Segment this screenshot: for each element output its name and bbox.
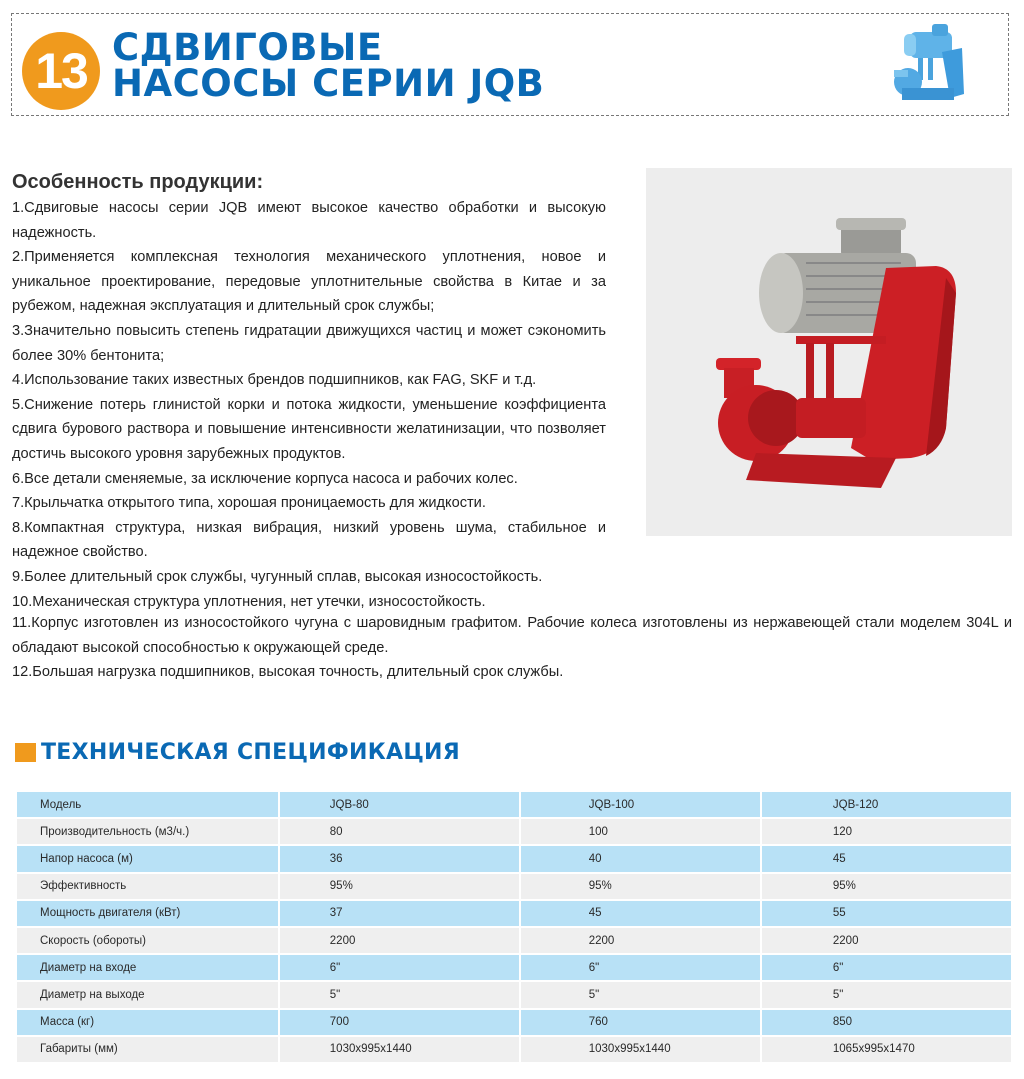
cell-jqb-120: JQB-120 bbox=[762, 792, 1011, 819]
cell-jqb-100: 2200 bbox=[521, 928, 760, 955]
feature-item: 2.Применяется комплексная технология механического уплотнения, новое и уникальное проектирование, передовые уплотнительные свойства в Китае и за рубежом, надежная эксплуатация и длительный срок службы; bbox=[12, 249, 606, 315]
feature-item: 7.Крыльчатка открытого типа, хорошая проницаемость для жидкости. bbox=[12, 495, 486, 512]
spec-title: ТЕХНИЧЕСКАЯ СПЕЦИФИКАЦИЯ bbox=[41, 740, 460, 765]
feature-item: 11.Корпус изготовлен из износостойкого чугуна с шаровидным графитом. Рабочие колеса изготовлены из нержавеющей стали моделем 304L и обладают высокой способностью к окружающей среде. bbox=[12, 615, 1012, 656]
cell-jqb-120: 1065x995x1470 bbox=[762, 1037, 1011, 1064]
spec-table bbox=[15, 792, 1013, 1064]
features-list bbox=[12, 196, 606, 614]
cell-jqb-80: 36 bbox=[280, 846, 519, 873]
cell-jqb-80: 700 bbox=[280, 1010, 519, 1037]
feature-item: 12.Большая нагрузка подшипников, высокая точность, длительный срок службы. bbox=[12, 664, 564, 681]
feature-item: 5.Снижение потерь глинистой корки и потока жидкости, уменьшение коэффициента сдвига бурового раствора и повышение интенсивности желатинизации, что позволяет достичь высокого уровня зарубежных продуктов. bbox=[12, 396, 606, 462]
row-label: Масса (кг) bbox=[17, 1010, 278, 1037]
row-label: Мощность двигателя (кВт) bbox=[17, 901, 278, 928]
table-row bbox=[17, 819, 1011, 846]
cell-jqb-80: 95% bbox=[280, 874, 519, 901]
cell-jqb-80: 37 bbox=[280, 901, 519, 928]
cell-jqb-80: 6" bbox=[280, 955, 519, 982]
cell-jqb-80: JQB-80 bbox=[280, 792, 519, 819]
row-label: Диаметр на выходе bbox=[17, 982, 278, 1009]
row-label: Производительность (м3/ч.) bbox=[17, 819, 278, 846]
title-line-2: НАСОСЫ СЕРИИ JQB bbox=[112, 62, 545, 105]
table-row bbox=[17, 874, 1011, 901]
cell-jqb-100: 45 bbox=[521, 901, 760, 928]
table-row-model bbox=[17, 792, 1011, 819]
cell-jqb-100: 1030x995x1440 bbox=[521, 1037, 760, 1064]
row-label: Диаметр на входе bbox=[17, 955, 278, 982]
feature-item: 10.Механическая структура уплотнения, нет утечки, износостойкость. bbox=[12, 593, 486, 610]
feature-item: 3.Значительно повысить степень гидратации движущихся частиц и может сэкономить более 30% бентонита; bbox=[12, 322, 606, 364]
cell-jqb-100: 40 bbox=[521, 846, 760, 873]
feature-item: 9.Более длительный срок службы, чугунный сплав, высокая износостойкость. bbox=[12, 568, 543, 585]
feature-item: 8.Компактная структура, низкая вибрация, низкий уровень шума, стабильное и надежное свойство. bbox=[12, 519, 606, 561]
page-title bbox=[112, 26, 545, 105]
feature-item: 6.Все детали сменяемые, за исключение корпуса насоса и рабочих колес. bbox=[12, 470, 518, 487]
feature-item: 1.Сдвиговые насосы серии JQB имеют высокое качество обработки и высокую надежность. bbox=[12, 200, 606, 241]
table-row bbox=[17, 901, 1011, 928]
cell-jqb-120: 45 bbox=[762, 846, 1011, 873]
features-list-wide bbox=[12, 611, 1012, 685]
orange-square-icon bbox=[15, 743, 36, 762]
cell-jqb-100: 6" bbox=[521, 955, 760, 982]
table-row bbox=[17, 1010, 1011, 1037]
cell-jqb-80: 80 bbox=[280, 819, 519, 846]
cell-jqb-100: 100 bbox=[521, 819, 760, 846]
cell-jqb-120: 850 bbox=[762, 1010, 1011, 1037]
cell-jqb-120: 95% bbox=[762, 874, 1011, 901]
cell-jqb-80: 5" bbox=[280, 982, 519, 1009]
cell-jqb-80: 2200 bbox=[280, 928, 519, 955]
cell-jqb-120: 2200 bbox=[762, 928, 1011, 955]
row-label: Эффективность bbox=[17, 874, 278, 901]
cell-jqb-100: 95% bbox=[521, 874, 760, 901]
row-label: Модель bbox=[17, 792, 278, 819]
row-label: Скорость (обороты) bbox=[17, 928, 278, 955]
table-row bbox=[17, 955, 1011, 982]
cell-jqb-100: 760 bbox=[521, 1010, 760, 1037]
table-row bbox=[17, 928, 1011, 955]
spec-heading bbox=[15, 740, 460, 765]
table-row bbox=[17, 982, 1011, 1009]
cell-jqb-80: 1030x995x1440 bbox=[280, 1037, 519, 1064]
cell-jqb-100: 5" bbox=[521, 982, 760, 1009]
cell-jqb-120: 55 bbox=[762, 901, 1011, 928]
cell-jqb-120: 120 bbox=[762, 819, 1011, 846]
section-number-badge: 13 bbox=[22, 32, 100, 110]
cell-jqb-100: JQB-100 bbox=[521, 792, 760, 819]
cell-jqb-120: 5" bbox=[762, 982, 1011, 1009]
title-line-1: СДВИГОВЫЕ bbox=[112, 26, 383, 69]
table-row bbox=[17, 846, 1011, 873]
features-heading: Особенность продукции: bbox=[12, 171, 264, 193]
row-label: Габариты (мм) bbox=[17, 1037, 278, 1064]
pump-thumbnail-icon bbox=[880, 18, 975, 108]
feature-item: 4.Использование таких известных брендов подшипников, как FAG, SKF и т.д. bbox=[12, 372, 537, 389]
table-row bbox=[17, 1037, 1011, 1064]
shear-pump-photo bbox=[646, 168, 1012, 536]
cell-jqb-120: 6" bbox=[762, 955, 1011, 982]
row-label: Напор насоса (м) bbox=[17, 846, 278, 873]
